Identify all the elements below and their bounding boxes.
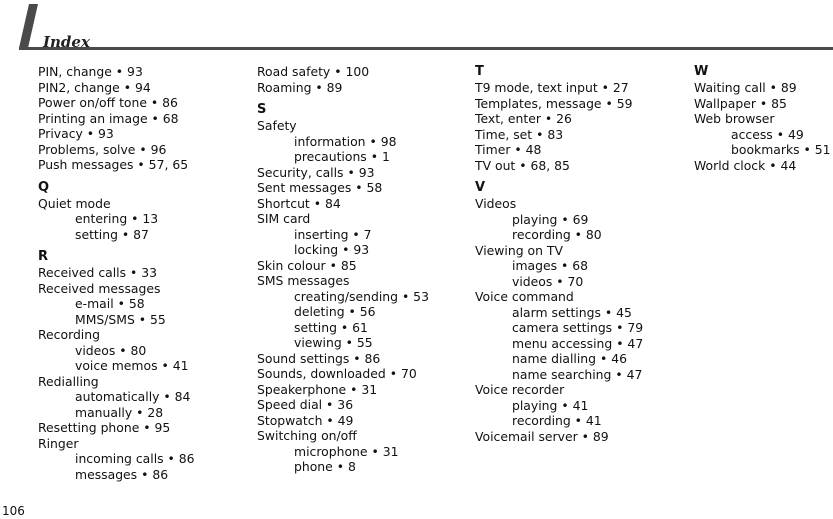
index-entry: Timer • 48 <box>475 142 542 157</box>
index-entry: Voice recorder <box>475 382 565 397</box>
index-subentry: creating/sending • 53 <box>294 288 429 304</box>
index-column-3 <box>475 64 643 444</box>
index-subentry: setting • 87 <box>75 226 149 242</box>
index-entry: Printing an image • 68 <box>38 110 179 126</box>
index-subentry: videos • 70 <box>512 273 584 289</box>
index-subentry: information • 98 <box>294 133 397 149</box>
index-entry: TV out • 68, 85 <box>475 157 570 173</box>
index-entry: Speakerphone • 31 <box>257 381 378 397</box>
index-column-2 <box>257 64 429 475</box>
index-letter-heading: V <box>475 180 486 195</box>
index-entry: World clock • 44 <box>694 157 797 173</box>
index-subentry: name dialling • 46 <box>512 351 627 366</box>
index-subentry: access • 49 <box>731 126 804 142</box>
index-subentry: entering • 13 <box>75 211 159 226</box>
index-entry: Waiting call • 89 <box>694 80 797 95</box>
index-subentry: bookmarks • 51 <box>731 142 831 157</box>
index-entry: Switching on/off <box>257 428 357 443</box>
index-entry: Skin colour • 85 <box>257 257 357 273</box>
index-letter-heading: S <box>257 102 267 117</box>
index-subentry: camera settings • 79 <box>512 320 644 335</box>
index-subentry: playing • 41 <box>512 397 589 413</box>
index-entry: Push messages • 57, 65 <box>38 157 189 172</box>
index-entry: Videos <box>475 196 517 211</box>
index-subentry: manually • 28 <box>75 404 164 420</box>
index-entry: Recording <box>38 327 100 342</box>
index-entry: Time, set • 83 <box>475 126 564 142</box>
index-subentry: playing • 69 <box>512 211 589 227</box>
index-subentry: images • 68 <box>512 258 589 273</box>
index-entry: Templates, message • 59 <box>475 95 633 111</box>
index-letter-heading: W <box>694 64 709 79</box>
header-decoration <box>0 0 833 60</box>
index-entry: Web browser <box>694 111 775 126</box>
index-entry: Sent messages • 58 <box>257 180 383 195</box>
index-entry: PIN2, change • 94 <box>38 79 151 95</box>
index-subentry: alarm settings • 45 <box>512 304 632 320</box>
page-header <box>0 0 833 60</box>
index-subentry: MMS/SMS • 55 <box>75 311 166 327</box>
index-subentry: precautions • 1 <box>294 149 390 164</box>
index-entry: Ringer <box>38 435 79 451</box>
index-entry: Viewing on TV <box>475 242 563 258</box>
index-entry: SMS messages <box>257 273 350 288</box>
index-subentry: inserting • 7 <box>294 226 372 242</box>
index-subentry: viewing • 55 <box>294 335 373 350</box>
index-subentry: videos • 80 <box>75 342 147 358</box>
index-letter-heading: R <box>38 249 49 264</box>
page-title: Index <box>43 33 90 51</box>
index-subentry: phone • 8 <box>294 459 356 474</box>
index-entry: Speed dial • 36 <box>257 397 354 412</box>
index-entry: Resetting phone • 95 <box>38 420 171 435</box>
index-subentry: messages • 86 <box>75 466 169 482</box>
index-entry: PIN, change • 93 <box>38 64 143 79</box>
index-entry: Received calls • 33 <box>38 265 158 280</box>
index-subentry: deleting • 56 <box>294 304 376 319</box>
index-entry: T9 mode, text input • 27 <box>475 80 629 95</box>
index-entry: Stopwatch • 49 <box>257 412 354 428</box>
index-entry: Roaming • 89 <box>257 79 343 95</box>
index-subentry: microphone • 31 <box>294 443 399 459</box>
index-entry: Sound settings • 86 <box>257 350 381 366</box>
index-entry: SIM card <box>257 211 311 226</box>
index-entry: Text, enter • 26 <box>475 111 572 126</box>
index-entry: Road safety • 100 <box>257 64 370 79</box>
index-entry: Problems, solve • 96 <box>38 141 167 157</box>
index-entry: Shortcut • 84 <box>257 195 341 211</box>
index-entry: Security, calls • 93 <box>257 164 375 180</box>
index-column-4 <box>694 64 831 173</box>
index-entry: Power on/off tone • 86 <box>38 95 178 110</box>
index-entry: Privacy • 93 <box>38 126 114 141</box>
page-number: 106 <box>2 504 25 518</box>
index-entry: Safety <box>257 118 297 133</box>
index-entry: Redialling <box>38 373 99 389</box>
index-subentry: e-mail • 58 <box>75 296 145 311</box>
index-subentry: incoming calls • 86 <box>75 451 195 466</box>
index-subentry: name searching • 47 <box>512 366 643 382</box>
index-subentry: locking • 93 <box>294 242 370 257</box>
index-subentry: menu accessing • 47 <box>512 335 644 351</box>
index-entry: Sounds, downloaded • 70 <box>257 366 417 381</box>
index-subentry: recording • 80 <box>512 227 602 242</box>
index-entry: Voice command <box>475 289 574 304</box>
index-column-1 <box>38 64 195 482</box>
index-subentry: recording • 41 <box>512 413 602 428</box>
index-entry: Wallpaper • 85 <box>694 95 787 111</box>
index-entry: Voicemail server • 89 <box>475 428 609 444</box>
index-subentry: automatically • 84 <box>75 389 191 404</box>
index-entry: Quiet mode <box>38 195 111 211</box>
index-letter-heading: T <box>475 64 484 79</box>
index-entry: Received messages <box>38 280 161 296</box>
index-letter-heading: Q <box>38 179 50 195</box>
index-subentry: voice memos • 41 <box>75 358 189 373</box>
index-subentry: setting • 61 <box>294 319 368 335</box>
